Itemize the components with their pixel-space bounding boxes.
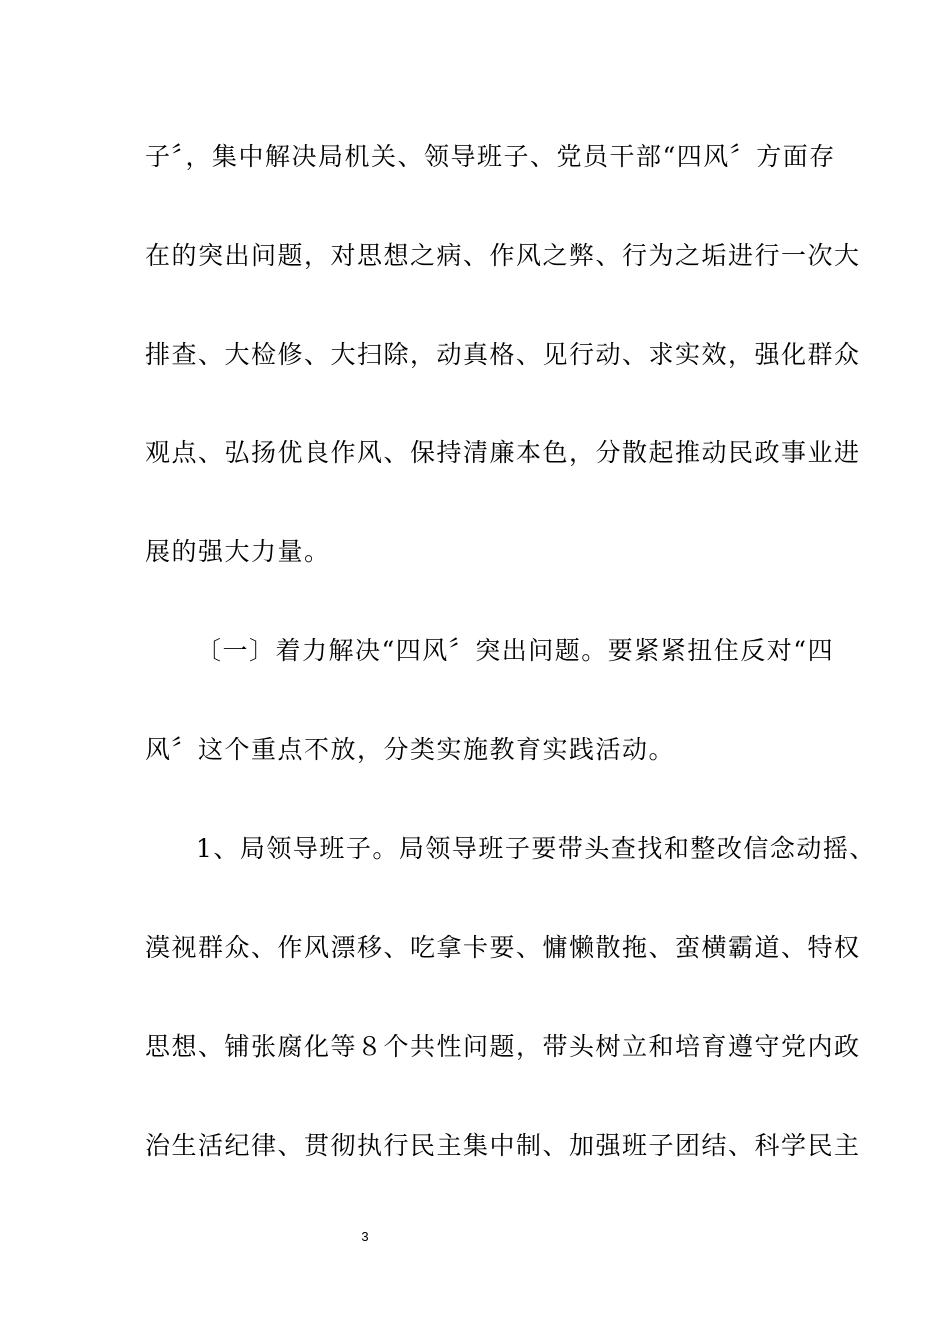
text-line: 思想、铺张腐化等８个共性问题，带头树立和培育遵守党内政: [145, 1032, 861, 1061]
page-number: 3: [361, 1229, 369, 1244]
text-line: 治生活纪律、贯彻执行民主集中制、加强班子团结、科学民主: [145, 1131, 861, 1160]
text-line: 风〞这个重点不放，分类实施教育实践活动。: [145, 735, 676, 764]
text-line: 漠视群众、作风漂移、吃拿卡要、慵懒散拖、蛮横霸道、特权: [145, 933, 861, 962]
text-line: 子〞，集中解决局机关、领导班子、党员干部“四风〞方面存: [145, 142, 836, 171]
text-line: 1、局领导班子。局领导班子要带头查找和整改信念动摇、: [196, 834, 876, 863]
text-line: 〔一〕着力解决“四风〞突出问题。要紧紧扭住反对“四: [196, 636, 835, 665]
text-line: 在的突出问题，对思想之病、作风之弊、行为之垢进行一次大: [145, 241, 861, 270]
text-line: 展的强大力量。: [145, 537, 331, 566]
text-line: 排查、大检修、大扫除，动真格、见行动、求实效，强化群众: [145, 340, 861, 369]
text-line: 观点、弘扬优良作风、保持清廉本色，分散起推动民政事业进: [145, 438, 861, 467]
